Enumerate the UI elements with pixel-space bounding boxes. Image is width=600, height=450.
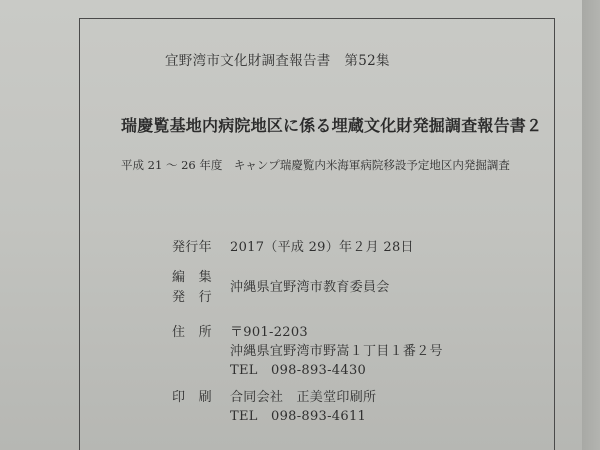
report-title: 瑞慶覧基地内病院地区に係る埋蔵文化財発掘調査報告書２ — [121, 116, 543, 135]
address-street: 沖縄県宜野湾市野嵩１丁目１番２号 — [230, 344, 443, 359]
printer-name: 合同会社 正美堂印刷所 — [230, 390, 377, 405]
report-subtitle: 平成 21 ～ 26 年度 キャンプ瑞慶覧内米海軍病院移設予定地区内発掘調査 — [121, 158, 510, 172]
address-postal: 〒901-2203 — [230, 325, 308, 340]
printer-label: 印 刷 — [172, 390, 212, 405]
editor-label: 編 集 — [172, 270, 212, 285]
publisher-label: 発 行 — [172, 290, 212, 305]
publisher-value: 沖縄県宜野湾市教育委員会 — [230, 280, 390, 295]
printer-tel: TEL 098-893-4611 — [230, 409, 367, 424]
published-label: 発行年 — [172, 240, 212, 255]
address-tel: TEL 098-893-4430 — [230, 363, 367, 378]
page-edge — [582, 0, 600, 450]
published-value: 2017（平成 29）年２月 28日 — [230, 240, 414, 255]
series-line: 宜野湾市文化財調査報告書 第52集 — [165, 53, 390, 69]
address-label: 住 所 — [172, 325, 212, 340]
